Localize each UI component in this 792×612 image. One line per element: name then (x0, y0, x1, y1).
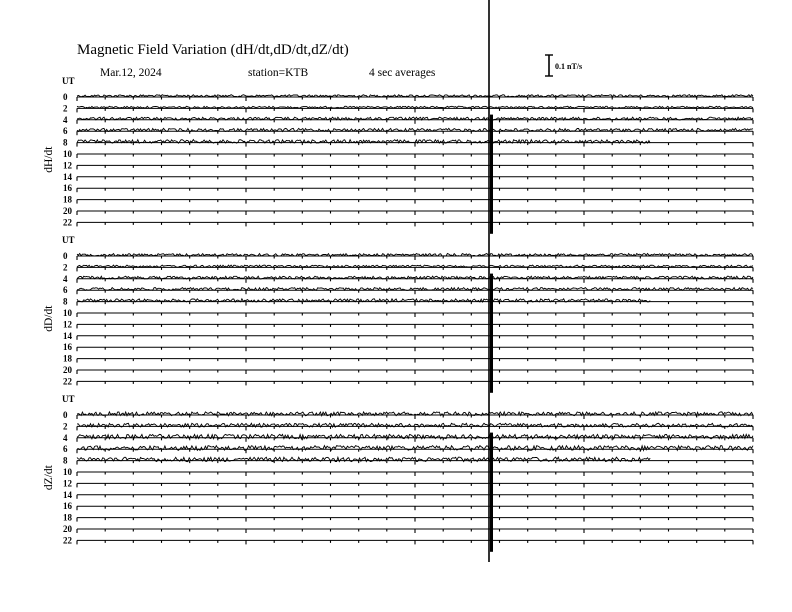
trace-row (63, 206, 753, 216)
trace-row (63, 524, 753, 534)
trace-row (63, 467, 753, 477)
row-hour-label: 18 (63, 194, 72, 205)
row-hour-label: 6 (63, 285, 68, 296)
event-marker-band (490, 433, 493, 552)
row-hour-label: 0 (63, 410, 68, 420)
trace-row (63, 172, 753, 182)
panel-dddt (43, 235, 753, 386)
trace-row (63, 92, 753, 102)
trace-row (63, 490, 753, 500)
row-hour-label: 8 (63, 455, 68, 466)
trace-row (63, 274, 753, 284)
component-label: dD/dt (43, 305, 55, 332)
trace-row (63, 456, 753, 466)
trace-row (63, 410, 753, 420)
row-hour-label: 20 (63, 206, 72, 216)
panel-dhdt (43, 76, 753, 227)
row-hour-label: 4 (63, 114, 68, 125)
panel-dzdt (43, 394, 753, 545)
row-hour-label: 4 (63, 432, 68, 443)
trace-row (63, 126, 753, 136)
ut-axis-label: UT (62, 76, 75, 86)
row-hour-label: 22 (63, 217, 72, 228)
row-hour-label: 12 (63, 478, 72, 489)
component-label: dH/dt (43, 146, 55, 173)
scale-bar-label: 0.1 nT/s (555, 62, 583, 71)
trace-row (63, 342, 753, 352)
row-hour-label: 10 (63, 467, 72, 477)
trace-row (63, 376, 753, 386)
row-hour-label: 10 (63, 149, 72, 159)
row-hour-label: 12 (63, 319, 72, 330)
trace-row (63, 115, 753, 125)
row-hour-label: 18 (63, 512, 72, 523)
trace-row (63, 103, 753, 113)
trace-row (63, 195, 753, 205)
row-hour-label: 12 (63, 160, 72, 171)
row-hour-label: 6 (63, 444, 68, 455)
row-hour-label: 20 (63, 365, 72, 375)
row-hour-label: 14 (63, 489, 72, 500)
row-hour-label: 2 (63, 421, 68, 432)
averaging-label: 4 sec averages (369, 67, 436, 79)
row-hour-label: 20 (63, 524, 72, 534)
trace-row (63, 513, 753, 523)
trace-row (63, 183, 753, 193)
trace-row (63, 501, 753, 511)
event-marker (489, 0, 493, 562)
trace-row (63, 149, 753, 159)
component-label: dZ/dt (43, 465, 55, 491)
row-hour-label: 0 (63, 92, 68, 102)
trace-row (63, 331, 753, 341)
event-marker-band (490, 115, 493, 234)
row-hour-label: 16 (63, 501, 72, 512)
trace-row (63, 421, 753, 431)
trace-row (63, 535, 753, 545)
trace-row (63, 138, 753, 148)
trace-row (63, 217, 753, 227)
row-hour-label: 2 (63, 262, 68, 273)
row-hour-label: 4 (63, 273, 68, 284)
row-hour-label: 14 (63, 171, 72, 182)
trace-row (63, 262, 753, 272)
trace-row (63, 433, 753, 443)
row-hour-label: 14 (63, 330, 72, 341)
trace-row (63, 444, 753, 454)
row-hour-label: 10 (63, 308, 72, 318)
row-hour-label: 8 (63, 296, 68, 307)
trace-row (63, 160, 753, 170)
date-label: Mar.12, 2024 (100, 67, 162, 79)
trace-row (63, 319, 753, 329)
trace-row (63, 251, 753, 261)
row-hour-label: 22 (63, 376, 72, 387)
event-marker-band (490, 274, 493, 393)
scale-bar (545, 55, 582, 76)
row-hour-label: 16 (63, 183, 72, 194)
trace-row (63, 478, 753, 488)
row-hour-label: 18 (63, 353, 72, 364)
row-hour-label: 16 (63, 342, 72, 353)
panels (43, 76, 753, 545)
trace-row (63, 308, 753, 318)
chart-title: Magnetic Field Variation (dH/dt,dD/dt,dZ/dt) (77, 42, 349, 58)
trace-row (63, 297, 753, 307)
station-label: station=KTB (248, 67, 309, 79)
row-hour-label: 6 (63, 126, 68, 137)
row-hour-label: 2 (63, 103, 68, 114)
ut-axis-label: UT (62, 394, 75, 404)
ut-axis-label: UT (62, 235, 75, 245)
trace-row (63, 365, 753, 375)
trace-row (63, 285, 753, 295)
row-hour-label: 8 (63, 137, 68, 148)
trace-line (77, 106, 753, 108)
row-hour-label: 0 (63, 251, 68, 261)
row-hour-label: 22 (63, 535, 72, 546)
trace-row (63, 354, 753, 364)
